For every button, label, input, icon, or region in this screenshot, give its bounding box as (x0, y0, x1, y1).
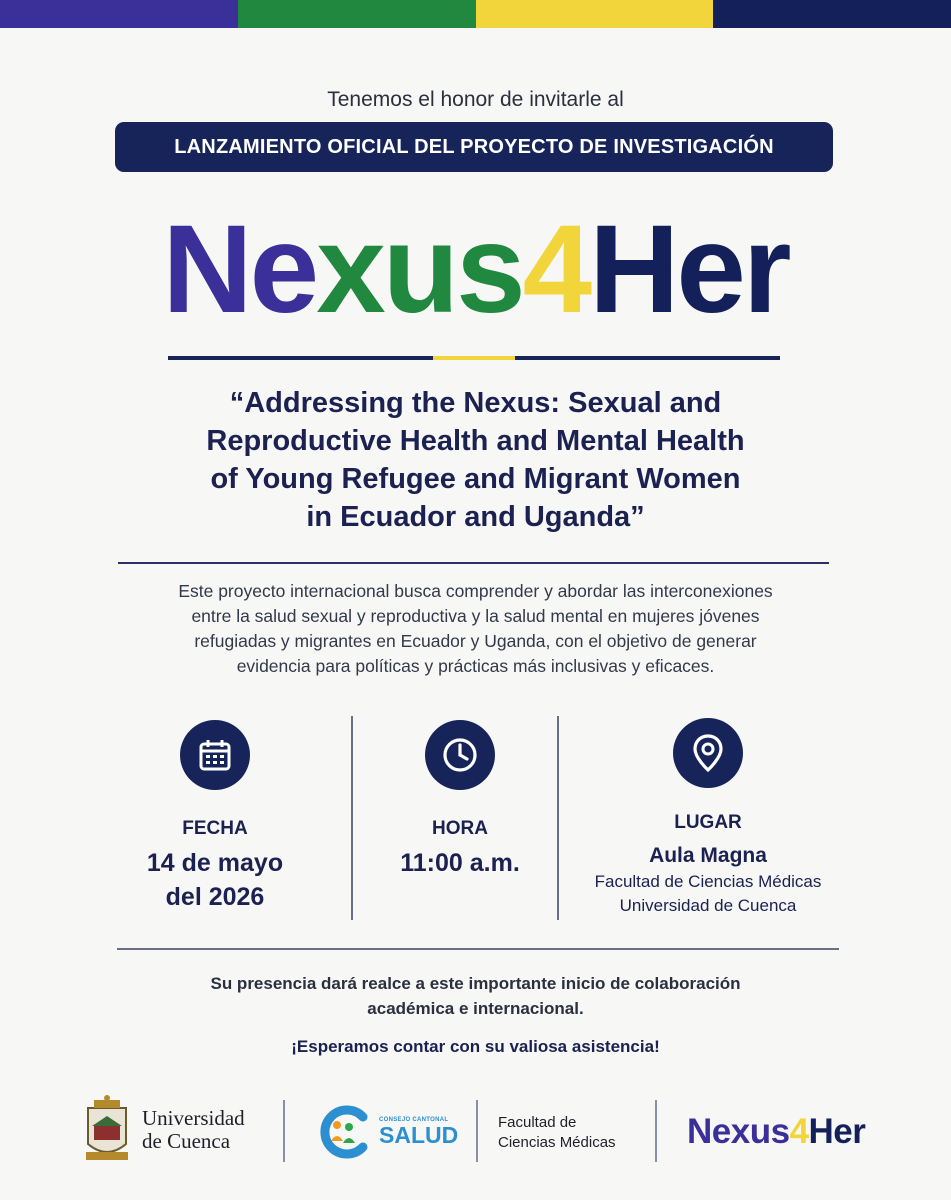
subtitle-line: of Young Refugee and Migrant Women (210, 463, 741, 495)
description-line: Este proyecto internacional busca comprender y abordar las interconexiones (178, 581, 773, 601)
description-line: evidencia para políticas y prácticas más inclusivas y eficaces. (236, 656, 715, 676)
project-description (108, 579, 843, 679)
title-part-ne: Ne (162, 200, 317, 339)
consejo-cantonal-salud-logo (315, 1103, 458, 1161)
title-part-4: 4 (522, 200, 590, 339)
subtitle-line: Reproductive Health and Mental Health (206, 425, 745, 457)
calendar-icon (180, 720, 250, 790)
university-crest-icon (82, 1094, 132, 1166)
place-line: Facultad de Ciencias Médicas (594, 872, 822, 891)
launch-banner (115, 122, 833, 172)
salud-big-text: SALUD (379, 1122, 459, 1148)
date-line: 14 de mayo (146, 849, 284, 877)
ucuenca-line: Universidad (142, 1106, 245, 1130)
time-label: HORA (432, 818, 488, 839)
subtitle-line: “Addressing the Nexus: Sexual and (229, 387, 722, 419)
divider-line (117, 948, 839, 950)
stripe-navy (713, 0, 951, 28)
title-part-xus: xus (316, 200, 523, 339)
subtitle-line: in Ecuador and Uganda” (306, 501, 645, 533)
closing-line: académica e internacional. (367, 999, 584, 1018)
place-name: Aula Magna (649, 844, 767, 867)
footer-divider (655, 1100, 657, 1162)
fcm-line: Ciencias Médicas (498, 1134, 616, 1151)
ucuenca-line: de Cuenca (142, 1129, 231, 1153)
footer-logo-part: 4 (789, 1112, 809, 1151)
project-subtitle (120, 384, 831, 536)
date-line: del 2026 (165, 883, 265, 911)
nexus4her-footer-logo (687, 1112, 865, 1152)
launch-banner-text: LANZAMIENTO OFICIAL DEL PROYECTO DE INVESTIGACIÓN (174, 135, 774, 158)
stripe-yellow (476, 0, 714, 28)
universidad-de-cuenca-logo (82, 1094, 245, 1166)
closing-line: Su presencia dará realce a este importante inicio de colaboración (210, 974, 741, 993)
footer-divider (476, 1100, 478, 1162)
footer-logo-part: Nexus (687, 1112, 790, 1151)
stripe-green (238, 0, 476, 28)
attendance-message: ¡Esperamos contar con su valiosa asistencia! (291, 1037, 660, 1056)
salud-logo-icon (315, 1103, 373, 1161)
nexus4her-title (0, 200, 951, 340)
title-part-her: Her (589, 200, 789, 339)
facultad-ciencias-medicas-label (498, 1113, 616, 1153)
divider-line (118, 562, 829, 564)
time-block (360, 718, 560, 880)
place-label: LUGAR (674, 812, 742, 833)
invite-text: Tenemos el honor de invitarle al (327, 88, 624, 111)
title-underline (168, 356, 780, 360)
column-divider (557, 716, 559, 920)
date-label: FECHA (182, 818, 248, 839)
color-stripe-bar (0, 0, 951, 28)
description-line: refugiadas y migrantes en Ecuador y Uganda, con el objetivo de generar (194, 631, 757, 651)
salud-small-text: CONSEJO CANTONAL (379, 1117, 449, 1123)
description-line: entre la salud sexual y reproductiva y la salud mental en mujeres jóvenes (191, 606, 760, 626)
footer-logo-part: Her (808, 1112, 866, 1151)
time-value: 11:00 a.m. (400, 849, 520, 877)
footer-divider (283, 1100, 285, 1162)
place-line: Universidad de Cuenca (619, 896, 797, 915)
column-divider (351, 716, 353, 920)
fcm-line: Facultad de (498, 1114, 577, 1131)
closing-message (140, 971, 811, 1021)
date-block (115, 718, 315, 914)
clock-icon (425, 720, 495, 790)
location-pin-icon (673, 718, 743, 788)
place-block (568, 718, 848, 918)
stripe-purple (0, 0, 238, 28)
